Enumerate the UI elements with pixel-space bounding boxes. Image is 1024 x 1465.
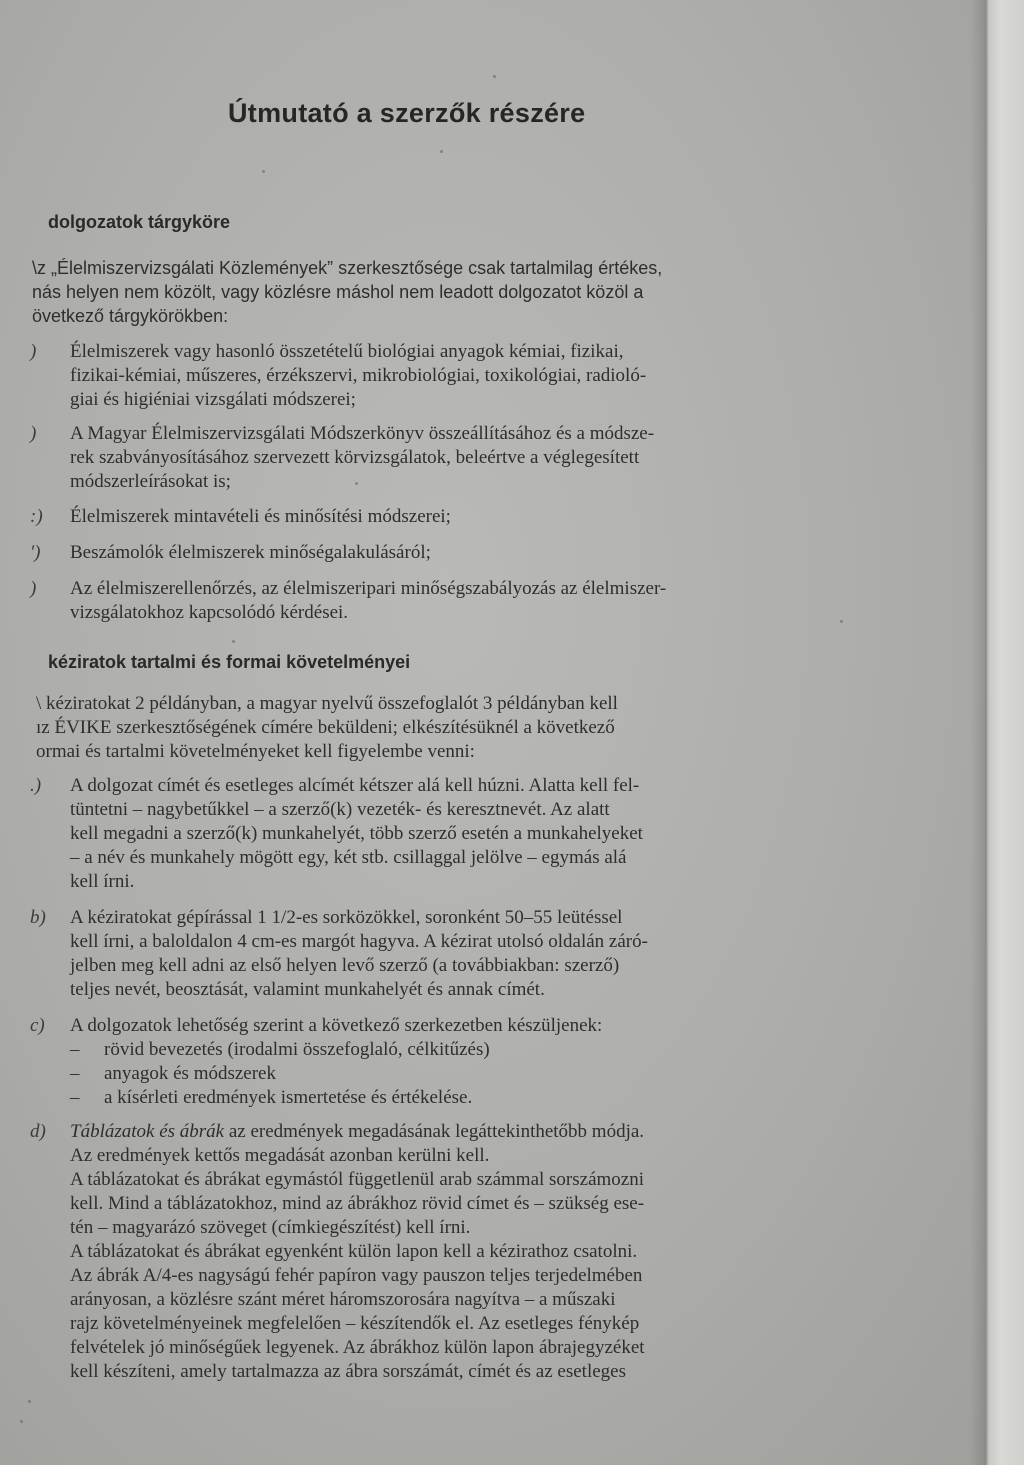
list-item-line: Élelmiszerek mintavételi és minősítési módszerei;	[70, 506, 451, 527]
list-item-d	[30, 1120, 860, 1384]
list-item-c	[30, 1014, 860, 1110]
list-item	[30, 577, 860, 625]
page-edge	[985, 0, 1024, 1465]
intro-line: nás helyen nem közölt, vagy közlésre máshol nem leadott dolgozatot közöl a	[32, 282, 644, 302]
list-item-line: Az élelmiszerellenőrzés, az élelmiszeripari minőségszabályozás az élelmiszer-	[70, 578, 667, 599]
list-marker: b)	[30, 907, 46, 928]
list-item-a	[30, 774, 860, 894]
list-item-line: vizsgálatokhoz kapcsolódó kérdései.	[70, 602, 349, 623]
list-item-line: rajz követelményeinek megfelelően – készítendők el. Az esetleges fénykép	[70, 1313, 640, 1334]
list-item-line: kell készíteni, amely tartalmazza az ábra sorszámát, címét és az esetleges	[70, 1361, 626, 1382]
list-item-line: fizikai-kémiai, műszeres, érzékszervi, mikrobiológiai, toxikológiai, radioló-	[70, 365, 647, 386]
list-item-line: A Magyar Élelmiszervizsgálati Módszerkönyv összeállításához és a módsze-	[70, 423, 655, 444]
list-item-line: A dolgozatok lehetőség szerint a következő szerkezetben készüljenek:	[70, 1015, 603, 1036]
list-item-line: kell. Mind a táblázatokhoz, mind az ábrákhoz rövid címet és – szükség ese-	[70, 1193, 645, 1214]
dash-marker: –	[70, 1063, 80, 1084]
dash-marker: –	[70, 1039, 80, 1060]
list-item	[30, 541, 860, 565]
list-marker: ')	[30, 542, 41, 563]
list-item-line: giai és higiéniai vizsgálati módszerei;	[70, 389, 356, 410]
italic-term: Táblázatok és ábrák	[70, 1121, 225, 1142]
dash-item-text: a kísérleti eredmények ismertetése és értékelése.	[104, 1087, 473, 1108]
section-heading-subject: dolgozatok tárgyköre	[48, 212, 231, 232]
list-item-line: teljes nevét, beosztását, valamint munkahelyét és annak címét.	[70, 979, 545, 1000]
list-marker: c)	[30, 1015, 45, 1036]
list-item-line: Az ábrák A/4-es nagyságú fehér papíron vagy pauszon teljes terjedelmében	[70, 1265, 643, 1286]
dash-item-text: rövid bevezetés (irodalmi összefoglaló, célkitűzés)	[104, 1039, 490, 1060]
list-marker: :)	[30, 506, 43, 527]
lead-rest: az eredmények megadásának legáttekinthetőbb módja.	[224, 1121, 645, 1142]
list-item-line: arányosan, a közlésre szánt méret háromszorosára nagyítva – a műszaki	[70, 1289, 616, 1310]
list-item-line	[70, 1120, 860, 1144]
page-title: Útmutató a szerzők részére	[228, 98, 586, 128]
section2-intro	[36, 692, 866, 764]
dash-item	[70, 1086, 860, 1110]
dash-item-text: anyagok és módszerek	[104, 1063, 276, 1084]
list-marker: d)	[30, 1121, 46, 1142]
list-item-line: – a név és munkahely mögött egy, két stb. csillaggal jelölve – egymás alá	[70, 847, 627, 868]
intro-line: \ kéziratokat 2 példányban, a magyar nyelvű összefoglalót 3 példányban kell	[36, 693, 618, 714]
intro-line: \z „Élelmiszervizsgálati Közlemények” szerkesztősége csak tartalmilag értékes,	[32, 258, 663, 278]
list-item-line: rek szabványosításához szervezett körvizsgálatok, beleértve a véglegesített	[70, 447, 640, 468]
dash-item	[70, 1062, 860, 1086]
list-item	[30, 340, 860, 412]
list-item-line: A dolgozat címét és esetleges alcímét kétszer alá kell húzni. Alatta kell fel-	[70, 775, 640, 796]
list-item-line: jelben meg kell adni az első helyen levő szerző (a továbbiakban: szerző)	[70, 955, 620, 976]
list-item-line: tüntetni – nagybetűkkel – a szerző(k) vezeték- és keresztnevét. Az alatt	[70, 799, 610, 820]
list-item-b	[30, 906, 860, 1002]
dash-item	[70, 1038, 860, 1062]
list-item	[30, 422, 860, 494]
list-item-line: módszerleírásokat is;	[70, 471, 231, 492]
list-item-line: felvételek jó minőségűek legyenek. Az ábrákhoz külön lapon ábrajegyzéket	[70, 1337, 645, 1358]
list-item-line: Az eredmények kettős megadását azonban kerülni kell.	[70, 1145, 490, 1166]
list-item-line: A táblázatokat és ábrákat egyenként külön lapon kell a kézirathoz csatolni.	[70, 1241, 638, 1262]
list-marker: .)	[30, 775, 42, 796]
list-item-line: A kéziratokat gépírással 1 1/2-es sorközökkel, soronként 50–55 leütéssel	[70, 907, 623, 928]
intro-line: ormai és tartalmi követelményeket kell figyelembe venni:	[36, 741, 475, 762]
list-marker: )	[30, 423, 37, 444]
list-item	[30, 505, 860, 529]
intro-line: ız ÉVIKE szerkesztőségének címére beküldeni; elkészítésüknél a következő	[36, 717, 615, 738]
list-item-line: kell írni.	[70, 871, 135, 892]
list-marker: )	[30, 341, 37, 362]
dash-marker: –	[70, 1087, 80, 1108]
intro-line: övetkező tárgykörökben:	[32, 306, 229, 326]
list-item-line: Beszámolók élelmiszerek minőségalakulásáról;	[70, 542, 431, 563]
list-item-line: A táblázatokat és ábrákat egymástól függetlenül arab számmal sorszámozni	[70, 1169, 645, 1190]
section1-intro	[32, 256, 862, 328]
page-fold-shadow	[970, 0, 985, 1465]
section-heading-requirements: kéziratok tartalmi és formai követelményei	[48, 652, 411, 672]
list-item-line: Élelmiszerek vagy hasonló összetételű biológiai anyagok kémiai, fizikai,	[70, 341, 624, 362]
list-marker: )	[30, 578, 37, 599]
list-item-line: kell megadni a szerző(k) munkahelyét, több szerző esetén a munkahelyeket	[70, 823, 643, 844]
list-item-line: kell írni, a baloldalon 4 cm-es margót hagyva. A kézirat utolsó oldalán záró-	[70, 931, 648, 952]
list-item-line: tén – magyarázó szöveget (címkiegészítést) kell írni.	[70, 1217, 471, 1238]
